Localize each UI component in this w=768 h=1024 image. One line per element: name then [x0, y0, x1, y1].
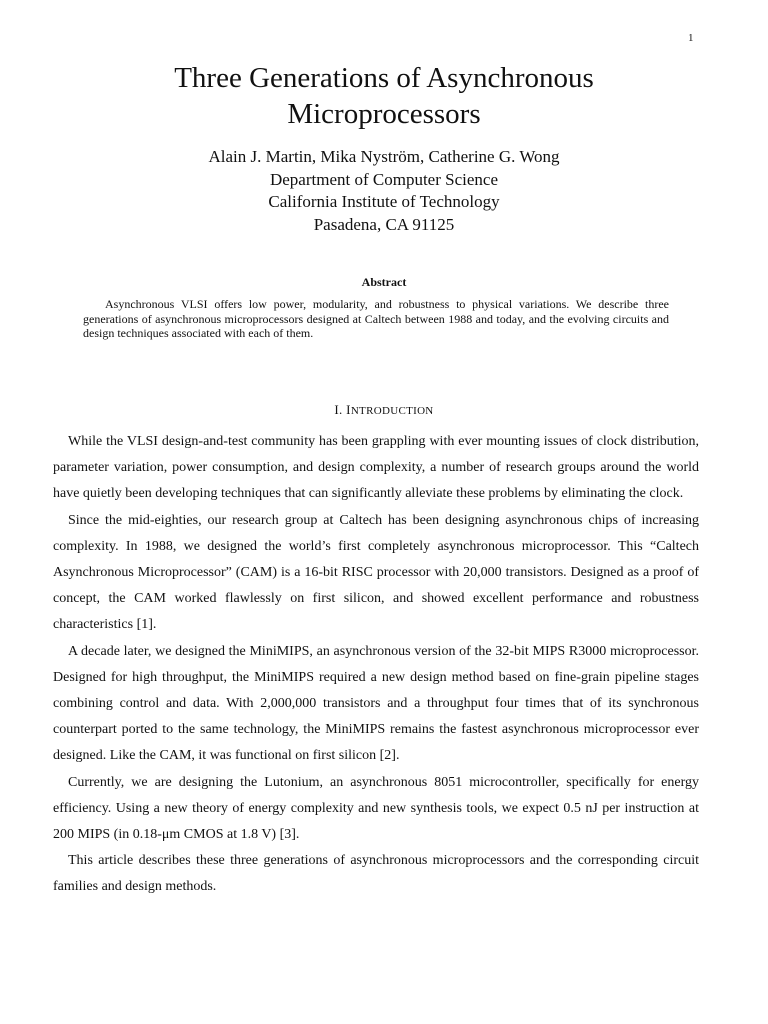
title-line-1: Three Generations of Asynchronous [174, 62, 594, 94]
institute: California Institute of Technology [268, 192, 500, 211]
paragraph: This article describes these three generations of asynchronous microprocessors and the corresponding circuit families and design methods. [53, 853, 699, 895]
page-number: 1 [688, 32, 694, 44]
section-title-rest: NTRODUCTION [350, 405, 434, 417]
paper-title [0, 60, 768, 132]
introduction-body [53, 429, 699, 901]
author-names: Alain J. Martin, Mika Nyström, Catherine G. Wong [208, 147, 560, 166]
department: Department of Computer Science [269, 169, 498, 189]
section-number: I. [334, 402, 343, 417]
paragraph: Since the mid-eighties, our research group at Caltech has been designing asynchronous chips of increasing complexity. In 1988, we designed the world’s first completely asynchronous microprocessor. This “Caltech Asynchronous Microprocessor” (CAM) is a 16-bit RISC processor with 20,000 transistors. Designed as a proof of concept, the CAM worked flawlessly on first silicon, and showed excellent performance and robustness characteristics [1]. [53, 512, 699, 633]
paragraph: A decade later, we designed the MiniMIPS, an asynchronous version of the 32-bit MIPS R3000 microprocessor. Designed for high throughput, the MiniMIPS required a new design method based on fine-grain pipeline stages combining control and data. With 2,000,000 transistors and a throughput four times that of its synchronous counterpart ported to the same technology, the MiniMIPS remains the fastest asynchronous microprocessor ever designed. Like the CAM, it was functional on first silicon [2]. [53, 643, 699, 764]
paragraph: Currently, we are designing the Lutonium, an asynchronous 8051 microcontroller, specifically for energy efficiency. Using a new theory of energy complexity and new synthesis tools, we expect 0.5 nJ per instruction at 200 MIPS (in 0.18-μm CMOS at 1.8 V) [3]. [53, 774, 699, 843]
paragraph: While the VLSI design-and-test community has been grappling with ever mounting issues of clock distribution, parameter variation, power consumption, and design complexity, a number of research groups around the world have quietly been developing techniques that can significantly alleviate these problems by eliminating the clock. [53, 434, 699, 502]
author-block [0, 146, 768, 236]
title-line-2: Microprocessors [287, 98, 481, 130]
abstract-text: Asynchronous VLSI offers low power, modularity, and robustness to physical variations. We describe three generations of asynchronous microprocessors designed at Caltech between 1988 and today, and the evolving circuits and design techniques associated with each of them. [83, 297, 669, 340]
location: Pasadena, CA 91125 [313, 214, 455, 234]
section-heading [0, 402, 768, 418]
section-title-initial: I [346, 402, 351, 417]
abstract-heading: Abstract [361, 275, 407, 289]
